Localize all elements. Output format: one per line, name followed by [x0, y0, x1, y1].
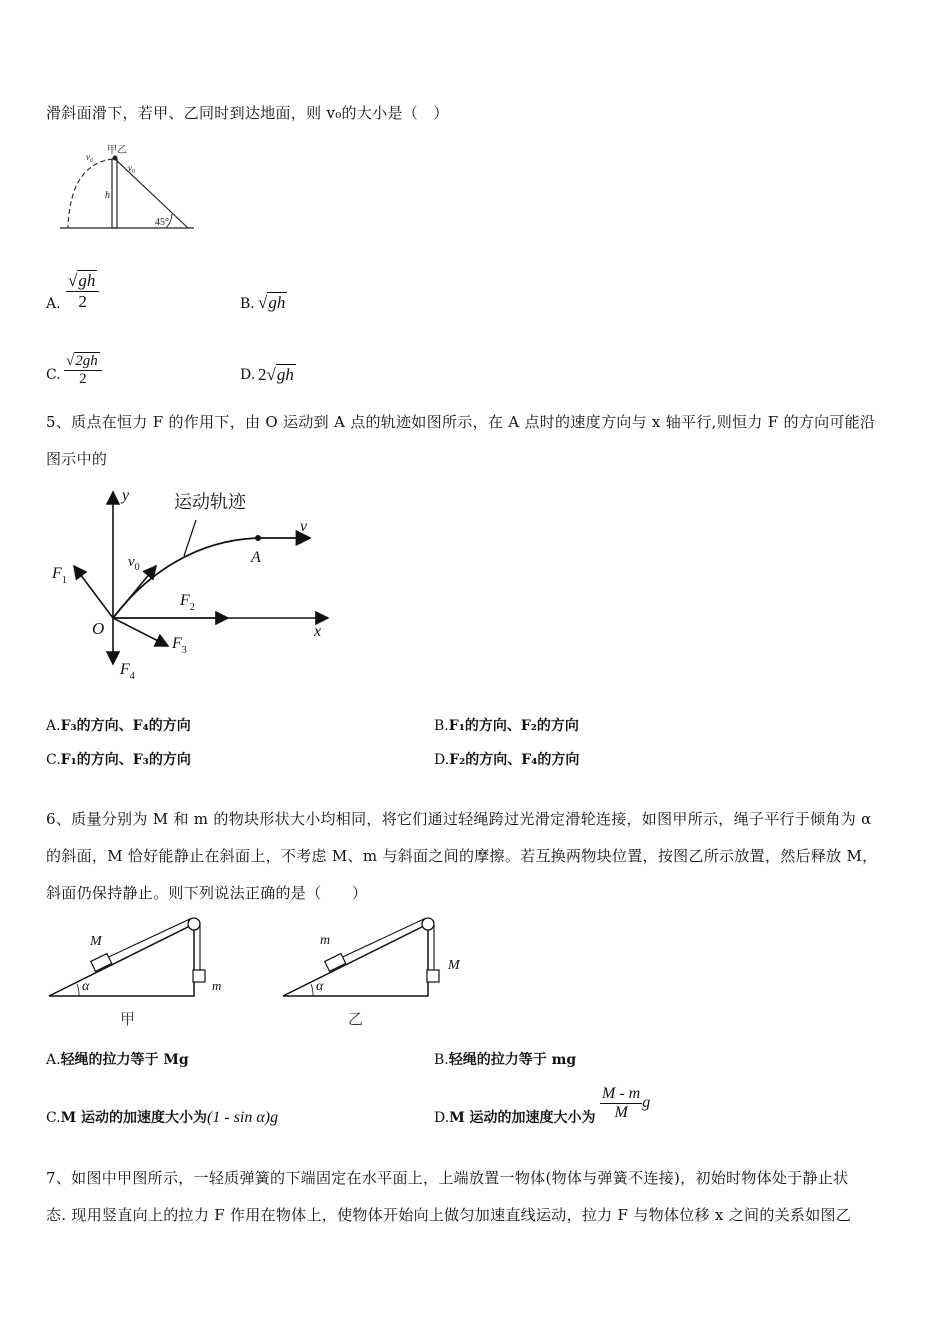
radicand: gh — [276, 365, 294, 384]
radicand: 2gh — [75, 353, 98, 369]
q5-option-a: A.F₃的方向、F₄的方向 — [46, 718, 191, 734]
block-small-m: m — [320, 933, 331, 948]
q5-option-d: D.F₂的方向、F₄的方向 — [434, 752, 580, 768]
q6-stem-line-2: 的斜面，M 恰好能静止在斜面上，不考虑 M、m 与斜面之间的摩擦。若互换两物块位置，按图乙所示放置，然后释放 M， — [46, 847, 878, 865]
q6-figure-yi — [280, 912, 480, 1032]
denominator: 2 — [79, 371, 87, 387]
label-angle-45: 45° — [155, 217, 169, 228]
q5-stem-line-2: 图示中的 — [46, 450, 108, 468]
q5-trajectory-figure — [48, 484, 338, 684]
numerator: M - m — [602, 1085, 641, 1102]
q4-option-b-letter: B. — [240, 296, 255, 312]
q6-figure-jia — [46, 912, 246, 1032]
radicand: gh — [268, 293, 286, 312]
tail: g — [642, 1094, 651, 1112]
point-a-label: A — [251, 549, 261, 566]
block-big-m: M — [448, 958, 460, 973]
q4-figure — [58, 140, 203, 236]
q5-stem-line-1: 5、质点在恒力 F 的作用下，由 O 运动到 A 点的轨迹如图所示，在 A 点时的速度方向与 x 轴平行,则恒力 F 的方向可能沿 — [46, 413, 876, 431]
q4-option-a-math: √ gh 2 — [66, 270, 99, 312]
block-big-m: M — [90, 934, 102, 949]
caption-jia: 甲 — [120, 1012, 136, 1028]
option-d-formula — [600, 1085, 651, 1121]
q6-stem-line-3: 斜面仍保持静止。则下列说法正确的是（ ） — [46, 884, 368, 902]
q4-option-d-math: 2 √ gh — [258, 365, 294, 384]
q4-option-c-math: √ 2gh 2 — [64, 352, 102, 388]
q6-stem-line-1: 6、质量分别为 M 和 m 的物块形状大小均相同，将它们通过轻绳跨过光滑定滑轮连接，如图甲所示，绳子平行于倾角为 α — [46, 810, 872, 828]
q7-stem-line-1: 7、如图中甲图所示，一轻质弹簧的下端固定在水平面上，上端放置一物体(物体与弹簧不连接)，初始时物体处于静止状 — [46, 1169, 849, 1187]
q6-option-a: A.轻绳的拉力等于 Mg — [46, 1052, 189, 1068]
radicand: gh — [78, 271, 96, 290]
v0-label: $v_0$ — [128, 554, 140, 573]
angle-alpha: α — [82, 979, 90, 994]
origin-label: O — [92, 619, 105, 638]
q6-option-c: C.M 运动的加速度大小为(1 - sin α)g — [46, 1109, 279, 1126]
q6-option-d: D.M 运动的加速度大小为 $\frac{M - m}{M}$ g — [434, 1085, 651, 1126]
label-h: h — [105, 190, 110, 201]
q7-stem-line-2: 态. 现用竖直向上的拉力 F 作用在物体上，使物体开始向上做匀加速直线运动，拉力 F 与物体位移 x 之间的关系如图乙 — [46, 1206, 852, 1224]
q5-option-c: C.F₁的方向、F₃的方向 — [46, 752, 191, 768]
q4-option-b-math: √ gh — [258, 293, 286, 312]
q5-option-b: B.F₁的方向、F₂的方向 — [434, 718, 579, 734]
trajectory-title: 运动轨迹 — [174, 492, 246, 512]
f2-label: $F_2$ — [180, 592, 195, 613]
f1-label: $F_1$ — [52, 565, 67, 586]
y-axis-label: y — [122, 487, 130, 504]
angle-alpha: α — [316, 979, 324, 994]
f3-label: $F_3$ — [172, 635, 187, 656]
x-axis-label: x — [314, 623, 322, 640]
block-small-m: m — [212, 978, 222, 993]
q6-option-b: B.轻绳的拉力等于 mg — [434, 1052, 577, 1068]
denominator: 2 — [78, 292, 87, 311]
coefficient: 2 — [258, 365, 267, 384]
label-jia-yi: 甲乙 — [107, 145, 127, 156]
option-c-formula: (1 - sin α)g — [207, 1109, 279, 1126]
label-v0-left: v₀ — [86, 152, 94, 162]
q4-option-a-letter: A. — [46, 296, 61, 312]
q4-option-c-letter: C. — [46, 367, 61, 383]
q4-stem-line: 滑斜面滑下，若甲、乙同时到达地面，则 v₀的大小是（ ） — [46, 104, 449, 122]
f4-label: $F_4$ — [120, 661, 135, 682]
q4-option-d-letter: D. — [240, 367, 256, 383]
caption-yi: 乙 — [348, 1012, 364, 1028]
label-v0-right: v₀ — [128, 163, 136, 173]
denominator: M — [614, 1104, 628, 1121]
velocity-label: v — [300, 518, 308, 535]
